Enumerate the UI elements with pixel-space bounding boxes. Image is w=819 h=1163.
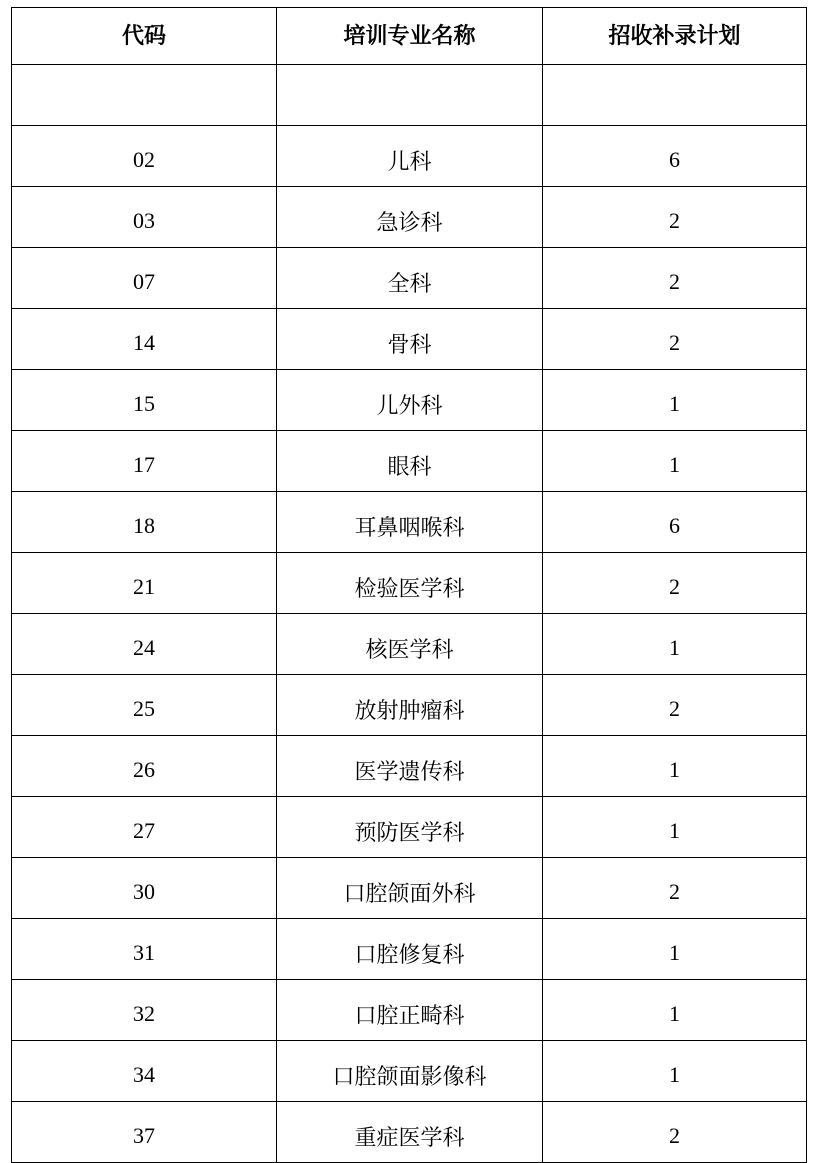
specialty-name-cell: 口腔颌面影像科 (277, 1041, 543, 1102)
specialty-name-cell: 口腔正畸科 (277, 980, 543, 1041)
table-row (12, 309, 807, 370)
plan-count-cell: 1 (543, 797, 807, 858)
header-specialty-name: 培训专业名称 (277, 8, 543, 65)
specialty-name-cell: 检验医学科 (277, 553, 543, 614)
plan-count-cell: 2 (543, 248, 807, 309)
specialty-name-cell: 核医学科 (277, 614, 543, 675)
code-cell: 21 (12, 553, 277, 614)
table-row (12, 736, 807, 797)
specialty-name-cell: 急诊科 (277, 187, 543, 248)
code-cell: 07 (12, 248, 277, 309)
specialty-name-cell: 全科 (277, 248, 543, 309)
header-code: 代码 (12, 8, 277, 65)
plan-count-cell: 2 (543, 553, 807, 614)
plan-count-cell: 1 (543, 431, 807, 492)
table-row (12, 187, 807, 248)
table-row (12, 126, 807, 187)
table-row (12, 675, 807, 736)
specialty-name-cell: 重症医学科 (277, 1102, 543, 1163)
plan-count-cell: 1 (543, 614, 807, 675)
code-cell: 14 (12, 309, 277, 370)
plan-count-cell: 1 (543, 1041, 807, 1102)
table-row (12, 65, 807, 126)
code-cell: 30 (12, 858, 277, 919)
plan-count-cell: 1 (543, 370, 807, 431)
table-row (12, 492, 807, 553)
code-cell: 32 (12, 980, 277, 1041)
code-cell: 26 (12, 736, 277, 797)
plan-count-cell: 2 (543, 309, 807, 370)
table-row (12, 1102, 807, 1163)
plan-count-cell: 2 (543, 187, 807, 248)
plan-count-cell (543, 65, 807, 126)
plan-count-cell: 2 (543, 1102, 807, 1163)
header-enrollment-plan: 招收补录计划 (543, 8, 807, 65)
table-row (12, 431, 807, 492)
plan-count-cell: 1 (543, 736, 807, 797)
specialty-name-cell: 骨科 (277, 309, 543, 370)
code-cell: 18 (12, 492, 277, 553)
table-header-row (12, 8, 807, 65)
table-row (12, 614, 807, 675)
document-page (11, 7, 806, 1163)
specialty-name-cell: 医学遗传科 (277, 736, 543, 797)
code-cell: 34 (12, 1041, 277, 1102)
code-cell: 25 (12, 675, 277, 736)
specialty-name-cell: 儿科 (277, 126, 543, 187)
specialty-name-cell: 耳鼻咽喉科 (277, 492, 543, 553)
plan-count-cell: 6 (543, 126, 807, 187)
specialty-name-cell: 口腔颌面外科 (277, 858, 543, 919)
plan-count-cell: 2 (543, 675, 807, 736)
specialty-name-cell: 儿外科 (277, 370, 543, 431)
specialty-name-cell (277, 65, 543, 126)
specialty-name-cell: 预防医学科 (277, 797, 543, 858)
table-row (12, 248, 807, 309)
specialty-name-cell: 眼科 (277, 431, 543, 492)
plan-count-cell: 1 (543, 980, 807, 1041)
table-row (12, 370, 807, 431)
plan-count-cell: 2 (543, 858, 807, 919)
plan-count-cell: 6 (543, 492, 807, 553)
table-row (12, 797, 807, 858)
code-cell: 17 (12, 431, 277, 492)
code-cell: 24 (12, 614, 277, 675)
specialty-name-cell: 口腔修复科 (277, 919, 543, 980)
table-row (12, 553, 807, 614)
specialty-name-cell: 放射肿瘤科 (277, 675, 543, 736)
specialty-plan-table (11, 7, 807, 1163)
code-cell: 03 (12, 187, 277, 248)
code-cell: 27 (12, 797, 277, 858)
table-row (12, 919, 807, 980)
plan-count-cell: 1 (543, 919, 807, 980)
code-cell: 15 (12, 370, 277, 431)
code-cell: 02 (12, 126, 277, 187)
table-row (12, 858, 807, 919)
table-body (12, 65, 807, 1163)
table-row (12, 1041, 807, 1102)
table-row (12, 980, 807, 1041)
code-cell: 31 (12, 919, 277, 980)
code-cell: 37 (12, 1102, 277, 1163)
code-cell (12, 65, 277, 126)
